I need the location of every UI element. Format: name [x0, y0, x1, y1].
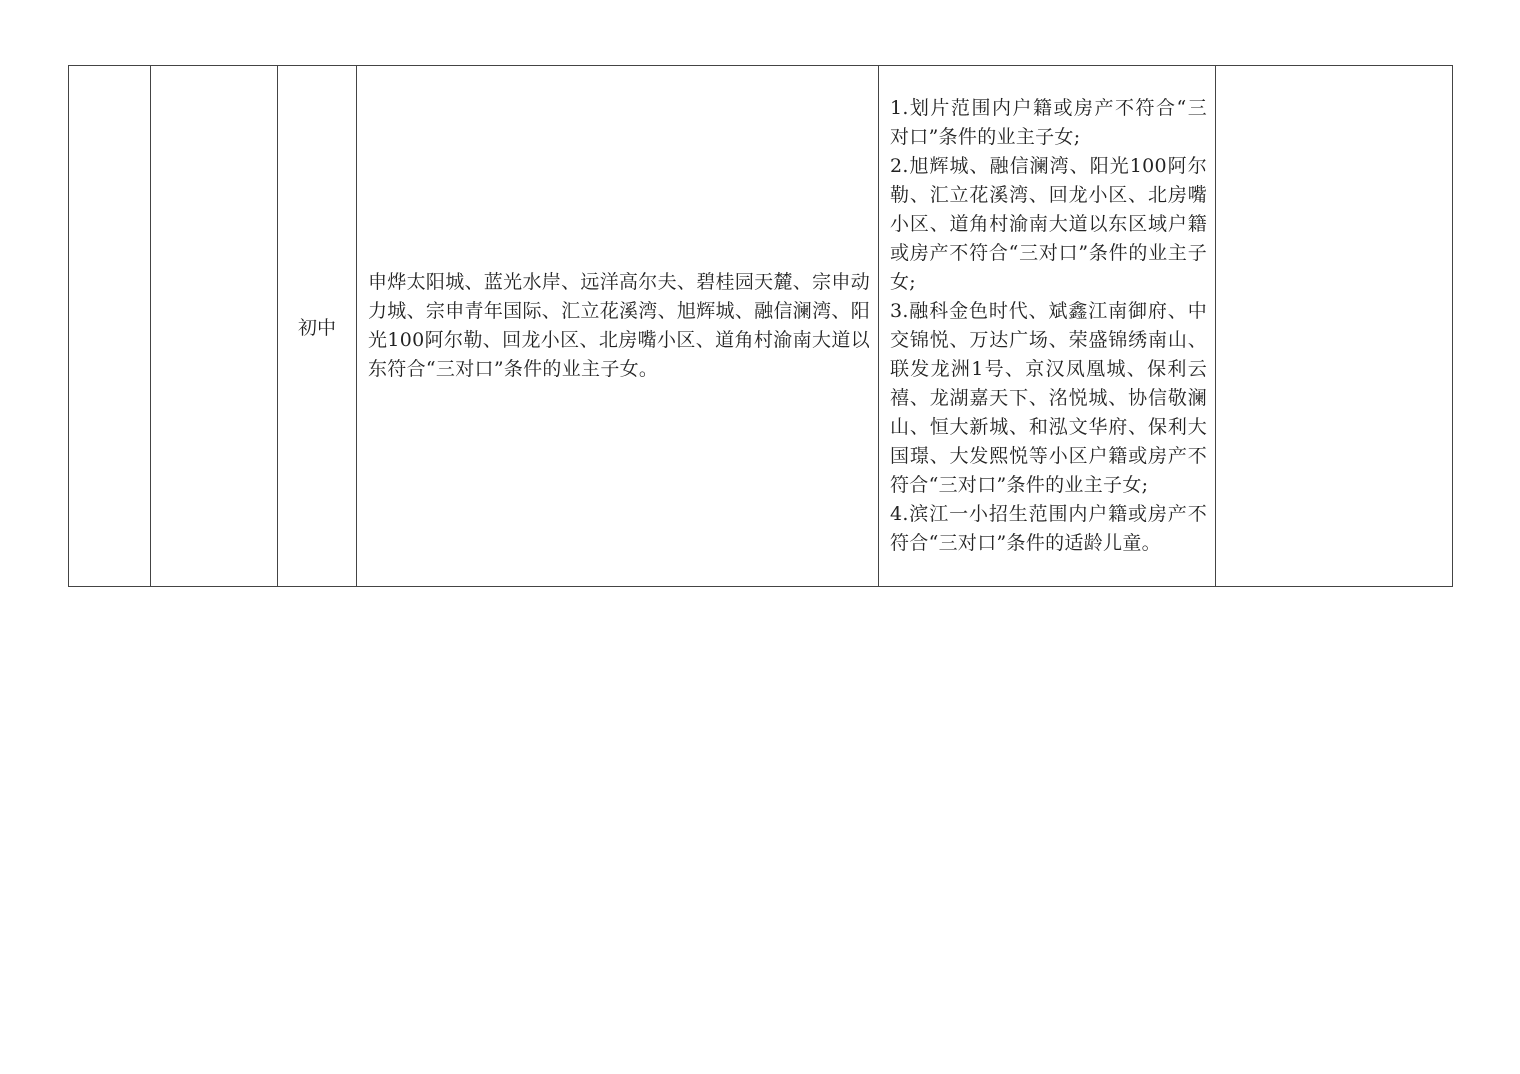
blank-cell-notes — [1216, 66, 1453, 587]
enrollment-table — [68, 65, 1453, 587]
excluded-item-3: 3.融科金色时代、斌鑫江南御府、中交锦悦、万达广场、荣盛锦绣南山、联发龙洲1号、京汉凤凰城、保利云禧、龙湖嘉天下、洺悦城、协信敬澜山、恒大新城、和泓文华府、保利大国璟、大发熙悦等小区户籍或房产不符合“三对口”条件的业主子女; — [890, 300, 1207, 496]
enrollment-scope-text: 申烨太阳城、蓝光水岸、远洋高尔夫、碧桂园天麓、宗申动力城、宗申青年国际、汇立花溪湾、旭辉城、融信澜湾、阳光100阿尔勒、回龙小区、北房嘴小区、道角村渝南大道以东符合“三对口”条件的业主子女。 — [368, 271, 870, 380]
school-level-cell: 初中 — [278, 66, 357, 587]
excluded-groups-cell — [879, 66, 1216, 587]
blank-cell-school — [151, 66, 278, 587]
excluded-item-1: 1.划片范围内户籍或房产不符合“三对口”条件的业主子女; — [890, 97, 1207, 148]
excluded-item-4: 4.滨江一小招生范围内户籍或房产不符合“三对口”条件的适龄儿童。 — [890, 503, 1207, 554]
blank-cell-district — [69, 66, 151, 587]
enrollment-scope-cell — [357, 66, 879, 587]
excluded-item-2: 2.旭辉城、融信澜湾、阳光100阿尔勒、汇立花溪湾、回龙小区、北房嘴小区、道角村渝南大道以东区域户籍或房产不符合“三对口”条件的业主子女; — [890, 155, 1207, 293]
table-row — [69, 66, 1453, 587]
